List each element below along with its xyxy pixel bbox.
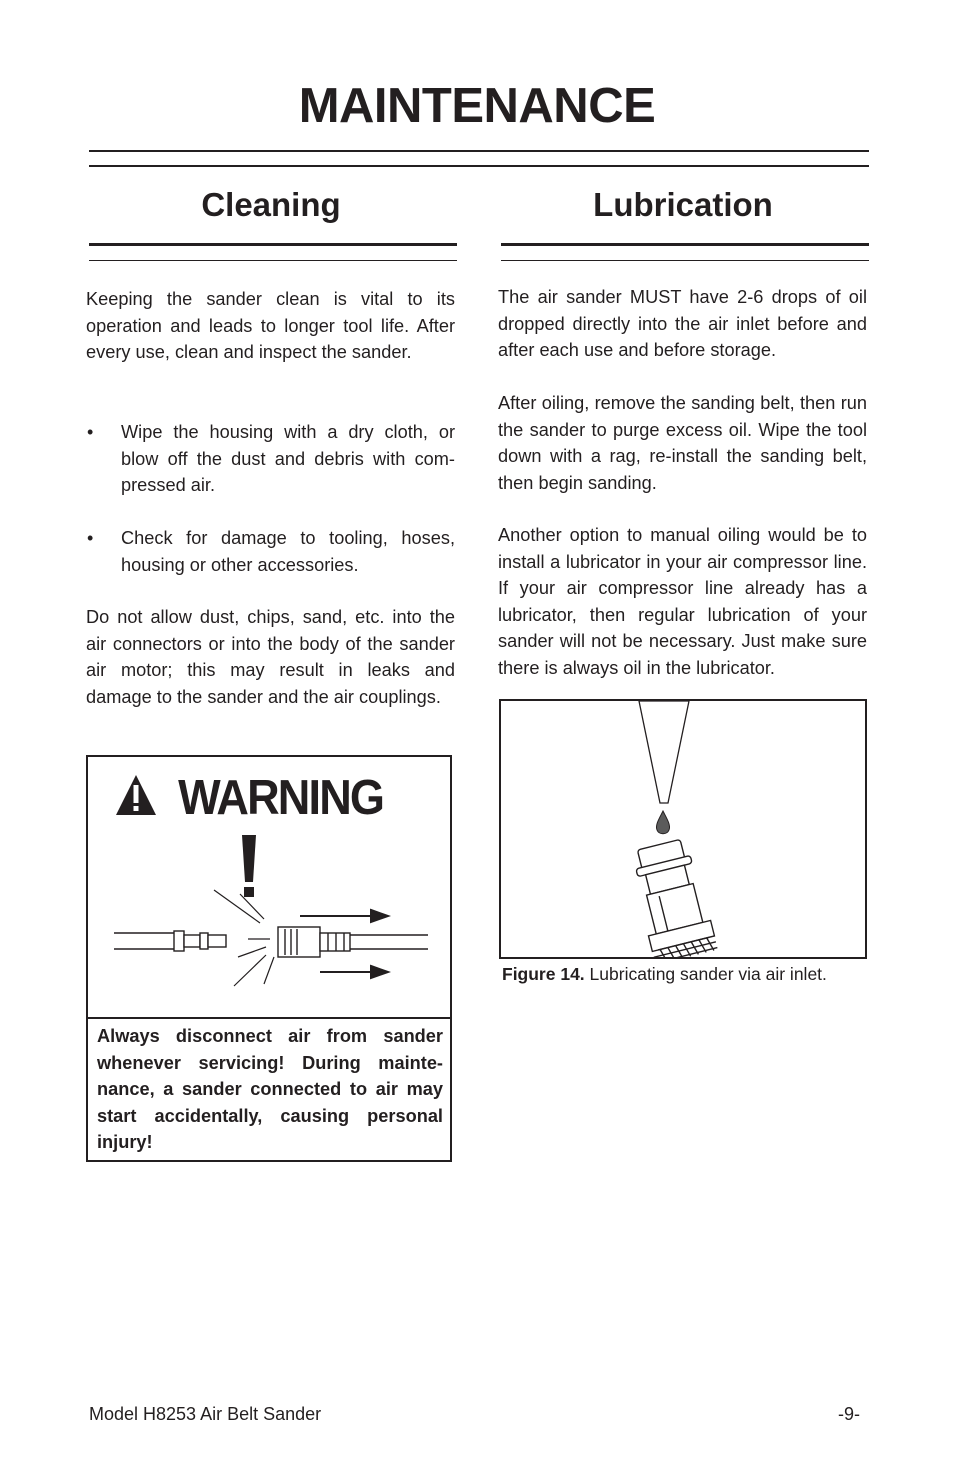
warning-text: Always disconnect air from sander whenever servicing! During mainte-nance, a sander connected to air may start accidentally, causing personal injury! xyxy=(97,1026,443,1152)
title-rule-top xyxy=(89,150,869,152)
lubrication-heading: Lubrication xyxy=(593,186,773,223)
cleaning-heading: Cleaning xyxy=(201,186,341,223)
figure-14-caption xyxy=(502,964,827,985)
warning-label: WARNING xyxy=(178,769,384,825)
footer-page-number: -9- xyxy=(838,1404,860,1424)
lubrication-rule-thin xyxy=(501,260,869,261)
oil-drop-icon xyxy=(656,811,669,834)
figure-14-label: Figure 14. xyxy=(502,964,585,984)
warning-divider xyxy=(88,1017,450,1019)
oil-inlet-illustration xyxy=(501,701,865,957)
cleaning-rule-thick xyxy=(89,243,457,246)
lubrication-paragraph-2: After oiling, remove the sanding belt, then run the sander to purge excess oil. Wipe the tool down with a rag, re-install the sanding belt, then begin sanding. xyxy=(498,393,867,493)
cleaning-closing: Do not allow dust, chips, sand, etc. into the air connectors or into the body of the sander air motor; this may result in leaks and damage to the sander and the air couplings. xyxy=(86,607,455,707)
cleaning-bullet-1: Wipe the housing with a dry cloth, or blow off the dust and debris with com-pressed air. xyxy=(121,422,455,495)
title-rule-bottom xyxy=(89,165,869,167)
bullet-dot: • xyxy=(87,528,94,548)
cleaning-bullet-2: Check for damage to tooling, hoses, housing or other accessories. xyxy=(121,528,455,575)
warning-illustration xyxy=(88,757,450,1015)
figure-14-box xyxy=(499,699,867,959)
warning-triangle-icon xyxy=(116,775,156,815)
footer-model: Model H8253 Air Belt Sander xyxy=(89,1404,322,1424)
exclamation-icon xyxy=(242,835,256,897)
cleaning-rule-thin xyxy=(89,260,457,261)
coupler-icon xyxy=(278,927,428,957)
figure-14-caption-text: Lubricating sander via air inlet. xyxy=(589,964,827,984)
cleaning-intro: Keeping the sander clean is vital to its operation and leads to longer tool life. After every use, clean and inspect the sander. xyxy=(86,289,455,362)
lubrication-rule-thick xyxy=(501,243,869,246)
hose-plug-icon xyxy=(114,931,226,951)
lubrication-paragraph-1: The air sander MUST have 2-6 drops of oil dropped directly into the air inlet before and after each use and before storage. xyxy=(498,287,867,360)
bullet-dot: • xyxy=(87,422,94,442)
air-inlet-fitting-icon xyxy=(628,837,718,957)
oil-nozzle-icon xyxy=(639,701,689,803)
lubrication-paragraph-3: Another option to manual oiling would be to install a lubricator in your air compressor line. If your air compressor line already has a lubricator, then regular lubrication of your sander will not be necessary. Just make sure there is always oil in the lubricator. xyxy=(498,525,867,678)
warning-box xyxy=(86,755,452,1162)
page-title: MAINTENANCE xyxy=(298,79,656,133)
